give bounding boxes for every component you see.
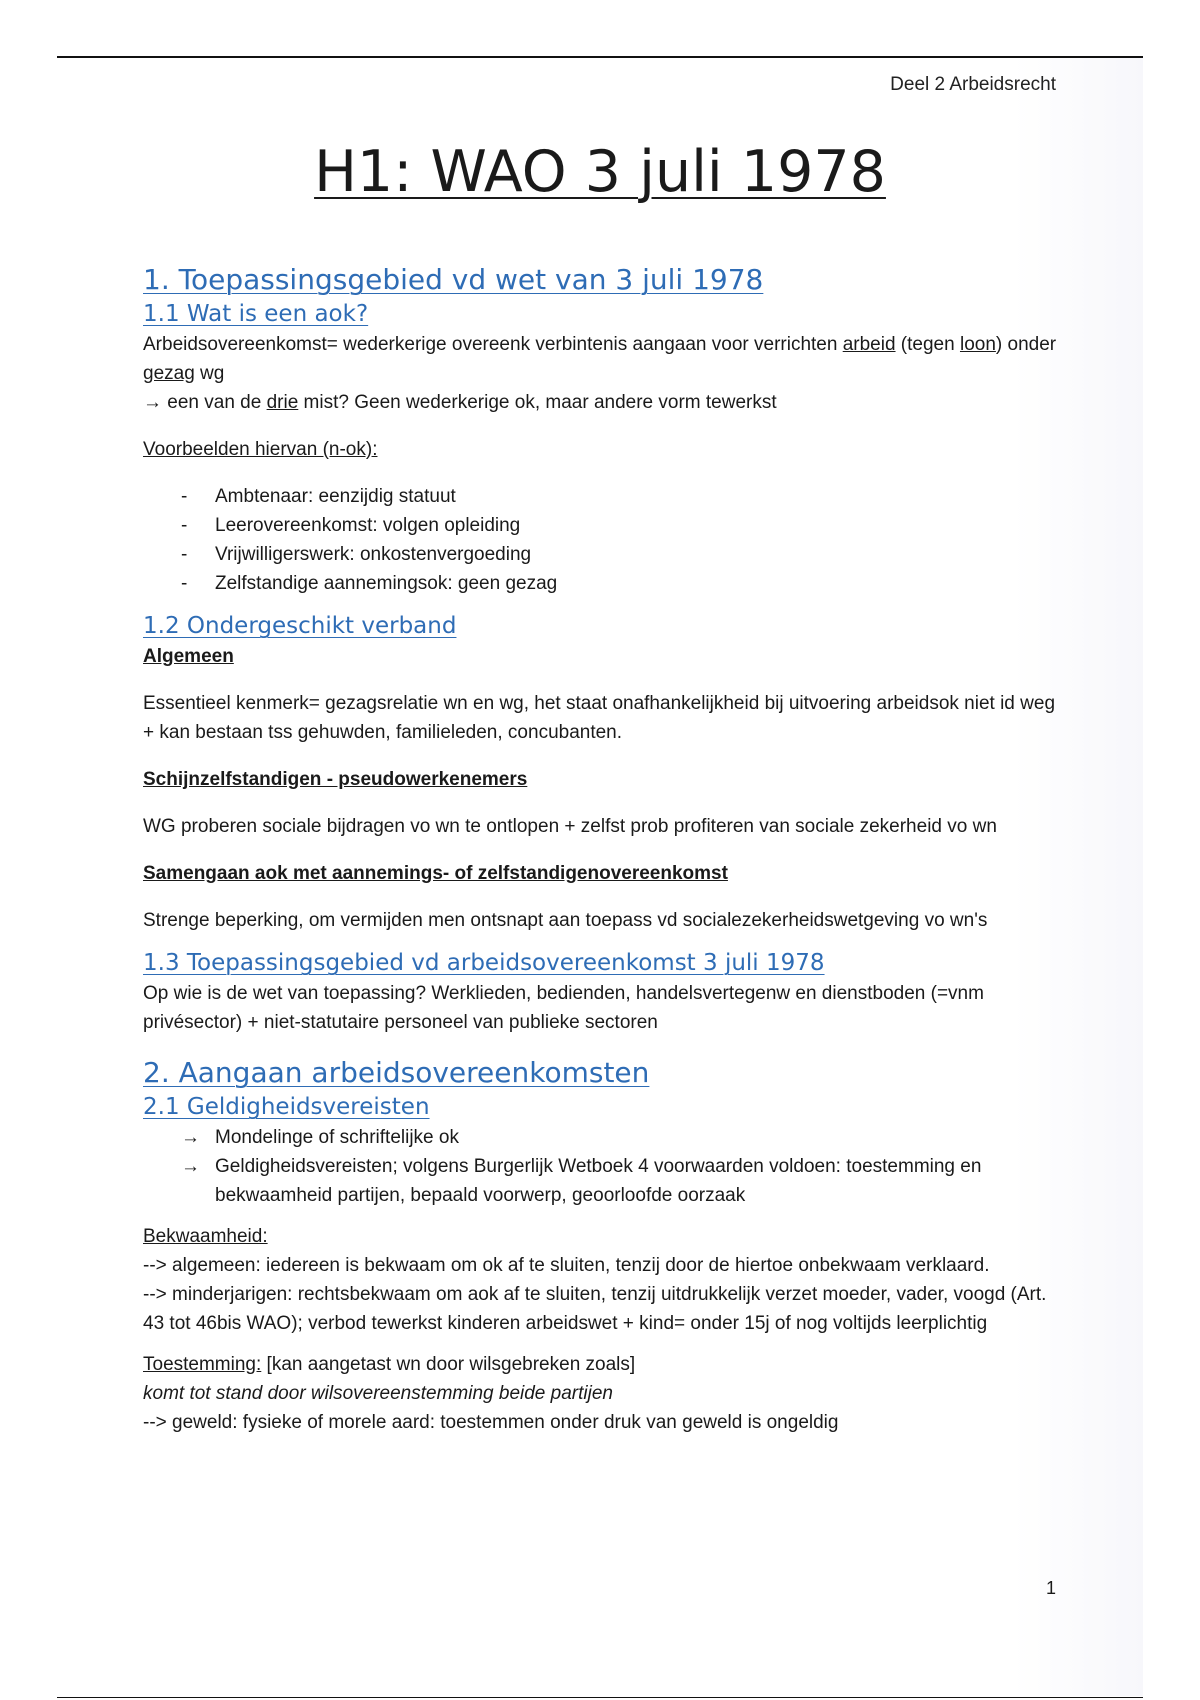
examples-list — [143, 482, 1063, 598]
samen-label: Samengaan aok met aannemings- of zelfstandigenovereenkomst — [143, 863, 728, 884]
arrow-note: → een van de drie mist? Geen wederkerige ok, maar andere vorm tewerkst — [143, 392, 777, 413]
list-item: → Mondelinge of schriftelijke ok — [181, 1123, 1063, 1152]
page-title: H1: WAO 3 juli 1978 — [314, 139, 886, 205]
examples-label: Voorbeelden hiervan (n-ok): — [143, 439, 378, 460]
toepassing-paragraph: Op wie is de wet van toepassing? Werklieden, bedienden, handelsvertegenw en dienstboden (=vnm privésector) + niet-statutaire personeel van publieke sectoren — [143, 983, 984, 1033]
schijn-label: Schijnzelfstandigen - pseudowerkenemers — [143, 769, 528, 790]
algemeen-label: Algemeen — [143, 646, 234, 667]
definition-paragraph: Arbeidsovereenkomst= wederkerige overeenk verbintenis aangaan voor verrichten arbeid (tegen loon) onder gezag wg — [143, 334, 1057, 384]
subsection-heading-1-3: 1.3 Toepassingsgebied vd arbeidsovereenkomst 3 juli 1978 — [143, 950, 825, 976]
algemeen-paragraph: Essentieel kenmerk= gezagsrelatie wn en wg, het staat onafhankelijkheid bij uitvoering arbeidsok niet id weg + kan bestaan tss gehuwden, familieleden, concubanten. — [143, 693, 1056, 743]
list-item: → Geldigheidsvereisten; volgens Burgerlijk Wetboek 4 voorwaarden voldoen: toestemming en bekwaamheid partijen, bepaald voorwerp, geoorloofde oorzaak — [181, 1152, 1063, 1210]
list-item: - Vrijwilligerswerk: onkostenvergoeding — [181, 540, 1063, 569]
subsection-heading-1-1: 1.1 Wat is een aok? — [143, 301, 369, 327]
running-header: Deel 2 Arbeidsrecht — [890, 74, 1056, 95]
samen-paragraph: Strenge beperking, om vermijden men ontsnapt aan toepass vd socialezekerheidswetgeving vo wn's — [143, 910, 988, 931]
list-item: - Leerovereenkomst: volgen opleiding — [181, 511, 1063, 540]
list-item: - Ambtenaar: eenzijdig statuut — [181, 482, 1063, 511]
bekwaam-line: --> minderjarigen: rechtsbekwaam om aok af te sluiten, tenzij uitdrukkelijk verzet moeder, vader, voogd (Art. 43 tot 46bis WAO); verbod tewerkst kinderen arbeidswet + kind= onder 15j of nog voltijds leerplichtig — [143, 1284, 1047, 1334]
toestem-line: Toestemming: [kan aangetast wn door wilsgebreken zoals] — [143, 1354, 636, 1375]
list-item: - Zelfstandige aannemingsok: geen gezag — [181, 569, 1063, 598]
section-heading-1: 1. Toepassingsgebied vd wet van 3 juli 1978 — [143, 263, 764, 296]
toestem-italic: komt tot stand door wilsovereenstemming beide partijen — [143, 1383, 613, 1404]
document-body — [143, 262, 1063, 1437]
schijn-paragraph: WG proberen sociale bijdragen vo wn te ontlopen + zelfst prob profiteren van sociale zekerheid vo wn — [143, 816, 997, 837]
toestem-line: --> geweld: fysieke of morele aard: toestemmen onder druk van geweld is ongeldig — [143, 1412, 839, 1433]
bottom-rule — [57, 1697, 1143, 1698]
subsection-heading-2-1: 2.1 Geldigheidsvereisten — [143, 1094, 430, 1120]
bekwaam-label: Bekwaamheid: — [143, 1226, 268, 1247]
page-number: 1 — [1046, 1578, 1057, 1598]
bekwaam-line: --> algemeen: iedereen is bekwaam om ok af te sluiten, tenzij door de hiertoe onbekwaam verklaard. — [143, 1255, 990, 1276]
geldigheid-list — [143, 1123, 1063, 1210]
section-heading-2: 2. Aangaan arbeidsovereenkomsten — [143, 1056, 650, 1089]
subsection-heading-1-2: 1.2 Ondergeschikt verband — [143, 613, 457, 639]
